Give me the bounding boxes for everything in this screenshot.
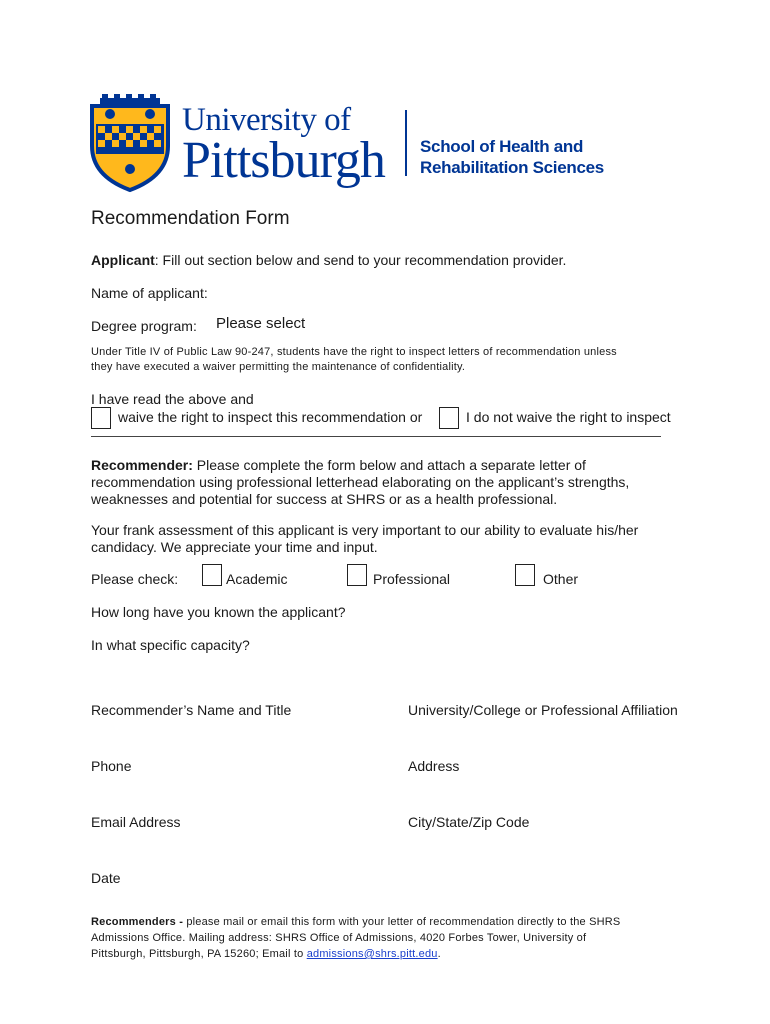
school-name [420,136,604,178]
affiliation-label: University/College or Professional Affiliation [408,702,678,718]
degree-program-label: Degree program: [91,318,197,334]
university-name [182,104,385,187]
academic-label: Academic [226,571,288,587]
university-line2: Pittsburgh [182,132,385,189]
form-title: Recommendation Form [91,208,290,229]
footer-bold-label: Recommenders - [91,916,187,928]
applicant-label: Applicant [91,252,155,268]
professional-label: Professional [373,571,451,587]
phone-label: Phone [91,758,132,774]
footer-line3 [91,948,441,960]
signature-line [91,436,661,437]
frank-line2: candidacy. We appreciate your time and input. [91,539,378,555]
name-of-applicant-label: Name of applicant: [91,285,208,301]
logo-divider [405,110,407,176]
university-line1: University of [182,102,351,138]
recommender-name-label: Recommender’s Name and Title [91,702,292,718]
footer-line2: Admissions Office. Mailing address: SHRS Office of Admissions, 4020 Forbes Tower, University of [91,932,587,944]
city-state-zip-label: City/State/Zip Code [408,814,530,830]
waive-checkbox[interactable] [91,407,111,429]
academic-checkbox[interactable] [202,564,222,586]
other-checkbox[interactable] [515,564,535,586]
recommender-label: Recommender: [91,457,193,473]
address-label: Address [408,758,460,774]
footer-period: . [437,948,441,960]
recommender-line3: weaknesses and potential for success at SHRS or as a health professional. [91,491,558,507]
no-waive-option-label: I do not waive the right to inspect [466,409,671,425]
notice-line1: Under Title IV of Public Law 90-247, students have the right to inspect letters of recommendation unless [91,346,617,358]
how-long-label: How long have you known the applicant? [91,604,346,620]
school-line2: Rehabilitation Sciences [420,158,604,177]
capacity-label: In what specific capacity? [91,637,250,653]
other-label: Other [543,571,579,587]
applicant-text: : Fill out section below and send to your recommendation provider. [154,252,567,268]
please-check-label: Please check: [91,571,179,587]
notice-line2: they have executed a waiver permitting the maintenance of confidentiality. [91,361,466,373]
email-address-label: Email Address [91,814,181,830]
no-waive-checkbox[interactable] [439,407,459,429]
waive-option-label: waive the right to inspect this recommendation or [118,409,423,425]
recommender-text1: Please complete the form below and attach a separate letter of [192,457,586,473]
frank-line1: Your frank assessment of this applicant is very important to our ability to evaluate his/her [91,522,639,538]
footer-text3: Pittsburgh, Pittsburgh, PA 15260; Email to [91,948,307,960]
waiver-intro: I have read the above and [91,391,254,407]
professional-checkbox[interactable] [347,564,367,586]
admissions-email-link[interactable]: admissions@shrs.pitt.edu [306,948,438,960]
footer-line1 [91,916,620,928]
degree-program-select[interactable]: Please select [216,315,306,332]
recommender-line2: recommendation using professional letterhead elaborating on the applicant’s strengths, [91,474,630,490]
recommender-line1 [91,457,586,473]
school-line1: School of Health and [420,137,584,156]
date-label: Date [91,870,121,886]
footer-text1: please mail or email this form with your letter of recommendation directly to the SHRS [186,916,621,928]
applicant-instructions [91,252,566,268]
